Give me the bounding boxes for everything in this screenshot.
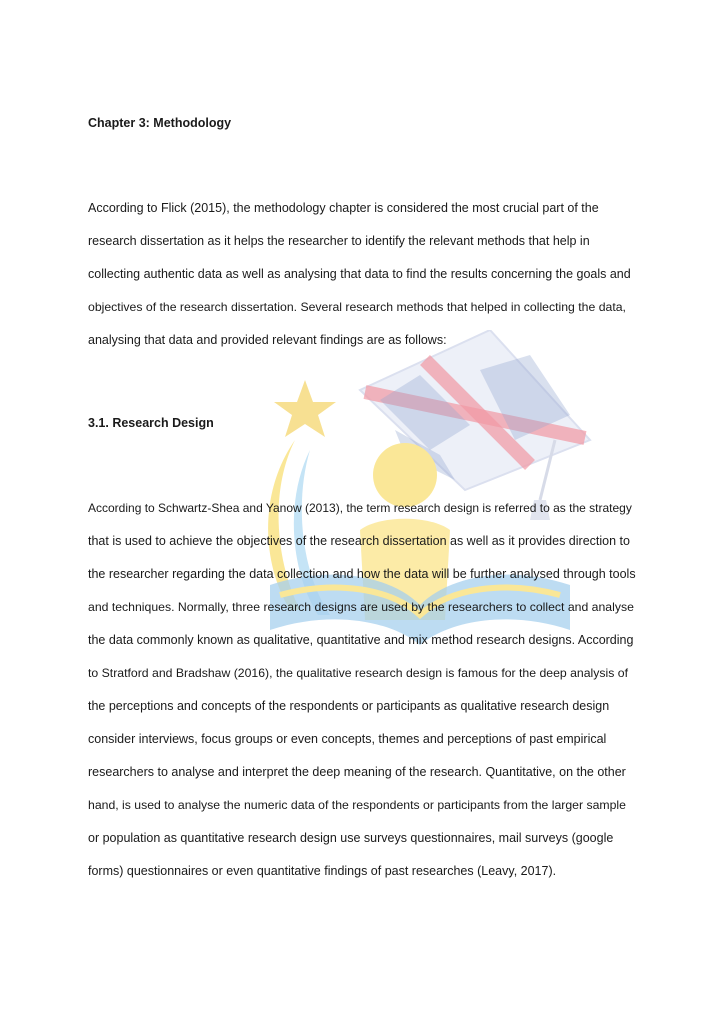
- design-line-11: or population as quantitative research design use surveys questionnaires, mail surveys (google: [88, 831, 614, 845]
- section-title: 3.1. Research Design: [88, 416, 214, 430]
- figure-head-icon: [373, 443, 437, 507]
- design-line-1: According to Schwartz-Shea and Yanow (2013), the term research design is referred to as the strategy: [88, 501, 632, 515]
- design-line-4: and techniques. Normally, three research designs are used by the researchers to collect and analyse: [88, 600, 634, 614]
- intro-line-3: collecting authentic data as well as analysing that data to find the results concerning the goals and: [88, 267, 631, 281]
- chapter-title: Chapter 3: Methodology: [88, 116, 232, 130]
- intro-line-2: research dissertation as it helps the researcher to identify the relevant methods that help in: [88, 234, 590, 248]
- design-line-6: to Stratford and Bradshaw (2016), the qualitative research design is famous for the deep analysis of: [88, 666, 628, 680]
- design-line-2: that is used to achieve the objectives of the research dissertation as well as it provides direction to: [88, 534, 630, 548]
- intro-line-5: analysing that data and provided relevant findings are as follows:: [88, 333, 447, 347]
- star-icon: [274, 380, 336, 437]
- design-line-9: researchers to analyse and interpret the deep meaning of the research. Quantitative, on the other: [88, 765, 626, 779]
- design-line-12: forms) questionnaires or even quantitative findings of past researches (Leavy, 2017).: [88, 864, 557, 878]
- design-line-3: the researcher regarding the data collection and how the data will be further analysed through tools: [88, 567, 636, 581]
- design-line-8: consider interviews, focus groups or even concepts, themes and perceptions of past empirical: [88, 732, 607, 746]
- design-line-10: hand, is used to analyse the numeric data of the respondents or participants from the larger sample: [88, 798, 626, 812]
- design-line-5: the data commonly known as qualitative, quantitative and mix method research designs. According: [88, 633, 634, 647]
- design-line-7: the perceptions and concepts of the respondents or participants as qualitative research design: [88, 699, 610, 713]
- intro-line-1: According to Flick (2015), the methodology chapter is considered the most crucial part of the: [88, 201, 599, 215]
- intro-line-4: objectives of the research dissertation. Several research methods that helped in collecting the data,: [88, 300, 626, 314]
